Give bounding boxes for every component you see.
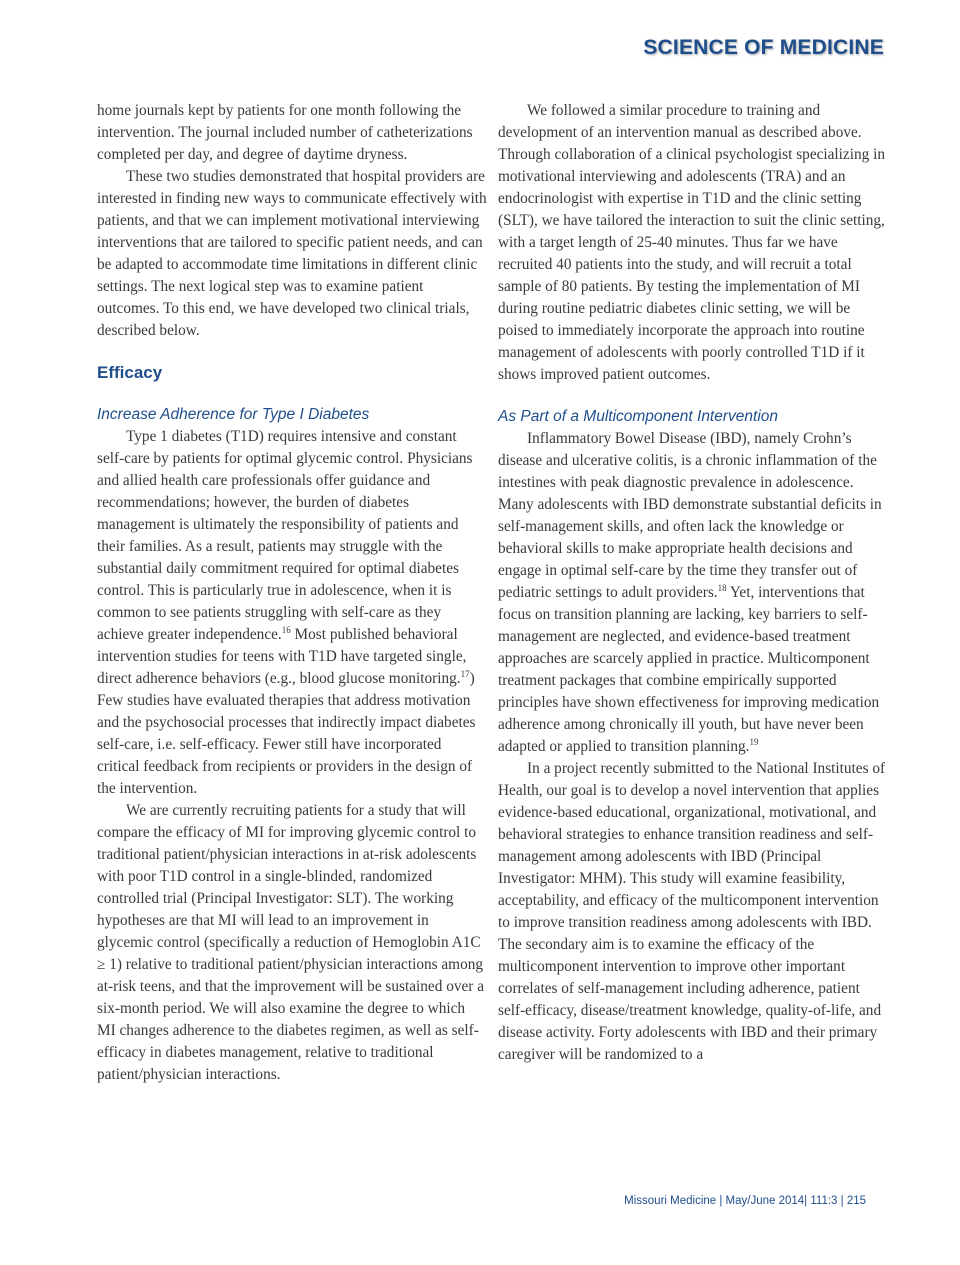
paragraph: In a project recently submitted to the National Institutes of Health, our goal is to develop a novel intervention that applies evidence-based educational, organizational, motivational, and behavioral strategies to enhance transition readiness and self-management among adolescents with IBD (Principal Investigator: MHM). This study will examine feasibility, acceptability, and efficacy of the multicomponent intervention to improve transition readiness among adolescents with IBD. The secondary aim is to examine the efficacy of the multicomponent intervention to improve other important correlates of self-management including adherence, patient self-efficacy, disease/treatment knowledge, quality-of-life, and disease activity. Forty adolescents with IBD and their primary caregiver will be randomized to a — [498, 760, 886, 1063]
reference-16: 16 — [281, 624, 291, 635]
subheading-adherence: Increase Adherence for Type I Diabetes — [97, 406, 370, 423]
heading-efficacy: Efficacy — [97, 363, 163, 382]
paragraph: These two studies demonstrated that hospital providers are interested in finding new ways to communicate effectively with patients, and that we can implement motivational interviewing interventions that are tailored to specific patient needs, and can be adapted to accommodate time limitations in different clinic settings. The next logical step was to examine patient outcomes. To this end, we have developed two clinical trials, described below. — [97, 168, 487, 339]
subheading-multicomponent: As Part of a Multicomponent Intervention — [498, 408, 779, 425]
text-run: Inflammatory Bowel Disease (IBD), namely Crohn’s disease and ulcerative colitis, is a chronic inflammation of the intestines with peak diagnostic prevalence in adolescence. Many adolescents with IBD demonstrate substantial deficits in self-management skills, and often lack the knowledge or behavioral skills to make appropriate health decisions and engage in optimal self-care by the time they transfer out of pediatric settings to adult providers. — [498, 430, 882, 601]
paragraph: We followed a similar procedure to training and development of an intervention manual as described above. Through collaboration of a clinical psychologist specializing in motivational interviewing and adolescents (TRA) and an endocrinologist with expertise in T1D and the clinic setting (SLT), we have tailored the interaction to suit the clinic setting, with a target length of 25-40 minutes. Thus far we have recruited 40 patients into the study, and will recruit a total sample of 80 patients. By testing the implementation of MI during routine pediatric diabetes clinic setting, we will be poised to immediately incorporate the approach into routine management of adolescents with poorly controlled T1D if it shows improved patient outcomes. — [498, 102, 885, 383]
paragraph: home journals kept by patients for one month following the intervention. The journal included number of catheterizations completed per day, and degree of daytime dryness. — [97, 102, 473, 163]
paragraph — [97, 426, 487, 800]
text-run: Most published behavioral intervention studies for teens with T1D have targeted single, direct adherence behaviors (e.g., blood glucose monitoring. — [97, 626, 467, 687]
left-column — [97, 100, 487, 1086]
section-title: SCIENCE OF MEDICINE — [643, 36, 884, 59]
text-run: Yet, interventions that focus on transition planning are lacking, key barriers to self-management are neglected, and evidence-based treatment approaches are scarcely applied in practice. Multicomponent treatment packages that combine empirically supported principles have shown effectiveness for improving medication adherence among chronically ill youth, but have never been adapted or applied to transition planning. — [498, 584, 880, 755]
text-run: Type 1 diabetes (T1D) requires intensive and constant self-care by patients for optimal glycemic control. Physicians and allied health care professionals offer guidance and recommendations; however, the burden of diabetes management is ultimately the responsibility of patients and their families. As a result, patients may struggle with the substantial daily commitment required for optimal diabetes control. This is particularly true in adolescence, when it is common to see patients struggling with self-care as they achieve greater independence. — [97, 428, 473, 643]
page-footer: Missouri Medicine | May/June 2014| 111:3 | 215 — [624, 1195, 866, 1207]
paragraph — [498, 428, 888, 758]
reference-18: 18 — [717, 582, 727, 593]
text-run: ) Few studies have evaluated therapies that address motivation and the psychosocial processes that indirectly impact diabetes self-care, i.e. self-efficacy. Fewer still have incorporated critical feedback from recipients or providers in the design of the intervention. — [97, 670, 476, 797]
right-column — [498, 100, 888, 1066]
reference-19: 19 — [749, 736, 759, 747]
paragraph: We are currently recruiting patients for a study that will compare the efficacy of MI for improving glycemic control to traditional patient/physician interactions in at-risk adolescents with poor T1D control in a single-blinded, randomized controlled trial (Principal Investigator: SLT). The working hypotheses are that MI will lead to an improvement in glycemic control (specifically a reduction of Hemoglobin A1C ≥ 1) relative to traditional patient/physician interactions among at-risk teens, and that the improvement will be sustained over a six-month period. We will also examine the degree to which MI changes adherence to the diabetes regimen, as well as self-efficacy in diabetes management, relative to traditional patient/physician interactions. — [97, 802, 484, 1083]
reference-17: 17 — [460, 668, 470, 679]
